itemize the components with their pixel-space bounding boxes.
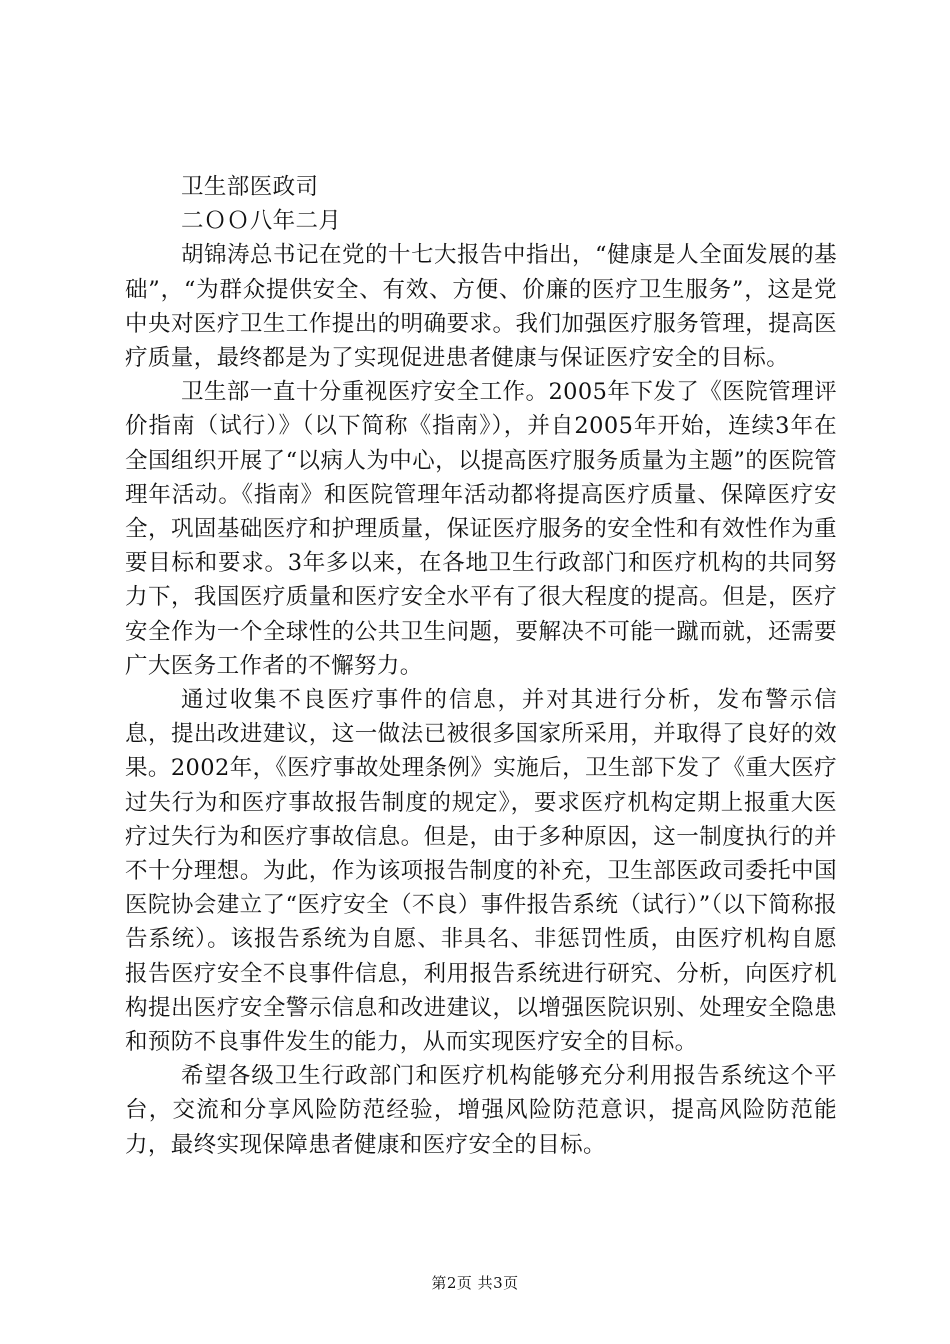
- document-body: [125, 170, 837, 1162]
- date-line: 二ＯＯ八年二月: [181, 208, 342, 235]
- paragraph: 胡锦涛总书记在党的十七大报告中指出，“健康是人全面发展的基础”，“为群众提供安全、有效、方便、价廉的医疗卫生服务”，这是党中央对医疗卫生工作提出的明确要求。我们加强医疗服务管理，提高医疗质量，最终都是为了实现促进患者健康与保证医疗安全的目标。: [125, 242, 837, 372]
- paragraph: 卫生部一直十分重视医疗安全工作。2005年下发了《医院管理评价指南（试行）》（以下简称《指南》），并自2005年开始，连续3年在全国组织开展了“以病人为中心，以提高医疗服务质量为主题”的医院管理年活动。《指南》和医院管理年活动都将提高医疗质量、保障医疗安全，巩固基础医疗和护理质量，保证医疗服务的安全性和有效性作为重要目标和要求。3年多以来，在各地卫生行政部门和医疗机构的共同努力下，我国医疗质量和医疗安全水平有了很大程度的提高。但是，医疗安全作为一个全球性的公共卫生问题，要解决不可能一蹴而就，还需要广大医务工作者的不懈努力。: [125, 379, 837, 679]
- paragraph: 希望各级卫生行政部门和医疗机构能够充分利用报告系统这个平台，交流和分享风险防范经验，增强风险防范意识，提高风险防范能力，最终实现保障患者健康和医疗安全的目标。: [125, 1063, 837, 1158]
- page-number-footer: 第2页 共3页: [431, 1274, 519, 1292]
- paragraph: 通过收集不良医疗事件的信息，并对其进行分析，发布警示信息，提出改进建议，这一做法已被很多国家所采用，并取得了良好的效果。2002年，《医疗事故处理条例》实施后，卫生部下发了《重大医疗过失行为和医疗事故报告制度的规定》，要求医疗机构定期上报重大医疗过失行为和医疗事故信息。但是，由于多种原因，这一制度执行的并不十分理想。为此，作为该项报告制度的补充，卫生部医政司委托中国医院协会建立了“医疗安全（不良）事件报告系统（试行）”（以下简称报告系统）。该报告系统为自愿、非具名、非惩罚性质，由医疗机构自愿报告医疗安全不良事件信息，利用报告系统进行研究、分析，向医疗机构提出医疗安全警示信息和改进建议，以增强医院识别、处理安全隐患和预防不良事件发生的能力，从而实现医疗安全的目标。: [125, 687, 837, 1056]
- issuer-line: 卫生部医政司: [181, 174, 319, 200]
